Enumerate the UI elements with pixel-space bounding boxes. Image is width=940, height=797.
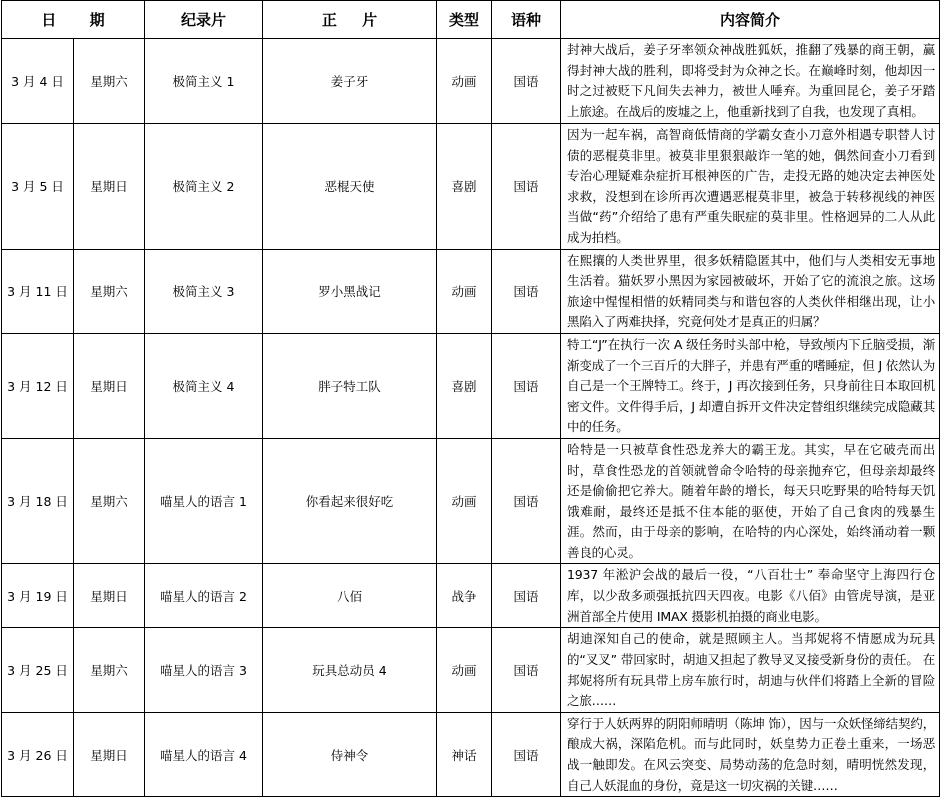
weekday-cell: 星期日 [74, 564, 145, 628]
table-row [2, 333, 940, 438]
table-row [2, 438, 940, 564]
type-cell: 喜剧 [437, 333, 492, 438]
feature-cell: 玩具总动员 4 [263, 628, 437, 712]
date-cell: 3 月 4 日 [2, 39, 74, 124]
date-cell: 3 月 25 日 [2, 628, 74, 712]
weekday-cell: 星期六 [74, 249, 145, 333]
documentary-cell: 极简主义 3 [145, 249, 263, 333]
weekday-cell: 星期六 [74, 438, 145, 564]
documentary-cell: 极简主义 2 [145, 124, 263, 250]
header-row [2, 1, 940, 39]
date-cell: 3 月 5 日 [2, 124, 74, 250]
type-cell: 动画 [437, 39, 492, 124]
weekday-cell: 星期日 [74, 124, 145, 250]
documentary-cell: 喵星人的语言 2 [145, 564, 263, 628]
table-row [2, 39, 940, 124]
weekday-cell: 星期六 [74, 628, 145, 712]
summary-cell: 胡迪深知自己的使命，就是照顾主人。当邦妮将不情愿成为玩具的“叉叉” 带回家时，胡迪又担起了教导叉叉接受新身份的责任。 在邦妮将所有玩具带上房车旅行时，胡迪与伙伴们将踏上全新的冒险之旅…… [561, 628, 940, 712]
header-documentary: 纪录片 [145, 1, 263, 39]
language-cell: 国语 [492, 564, 561, 628]
language-cell: 国语 [492, 438, 561, 564]
documentary-cell: 极简主义 1 [145, 39, 263, 124]
documentary-cell: 喵星人的语言 4 [145, 712, 263, 796]
date-cell: 3 月 26 日 [2, 712, 74, 796]
feature-cell: 胖子特工队 [263, 333, 437, 438]
documentary-cell: 极简主义 4 [145, 333, 263, 438]
summary-cell: 穿行于人妖两界的阴阳师晴明（陈坤 饰），因与一众妖怪缔结契约，酿成大祸，深陷危机。而与此同时，妖皇势力正卷土重来，一场恶战一触即发。在风云突变、局势动荡的危急时刻，晴明恍然发现，自己人妖混血的身份，竟是这一切灾祸的关键…… [561, 712, 940, 796]
header-language: 语种 [492, 1, 561, 39]
language-cell: 国语 [492, 712, 561, 796]
header-feature: 正 片 [263, 1, 437, 39]
date-cell: 3 月 11 日 [2, 249, 74, 333]
documentary-cell: 喵星人的语言 3 [145, 628, 263, 712]
type-cell: 喜剧 [437, 124, 492, 250]
table-row [2, 124, 940, 250]
date-cell: 3 月 18 日 [2, 438, 74, 564]
language-cell: 国语 [492, 249, 561, 333]
feature-cell: 罗小黑战记 [263, 249, 437, 333]
feature-cell: 八佰 [263, 564, 437, 628]
language-cell: 国语 [492, 39, 561, 124]
feature-cell: 侍神令 [263, 712, 437, 796]
table-row [2, 564, 940, 628]
schedule-table [1, 0, 940, 797]
date-cell: 3 月 12 日 [2, 333, 74, 438]
language-cell: 国语 [492, 333, 561, 438]
type-cell: 神话 [437, 712, 492, 796]
summary-cell: 封神大战后，姜子牙率领众神战胜狐妖，推翻了残暴的商王朝，赢得封神大战的胜利，即将受封为众神之长。在巅峰时刻，他却因一时之过被贬下凡间失去神力，被世人唾弃。为重回昆仑，姜子牙踏上旅途。在战后的废墟之上，他重新找到了自我，也发现了真相。 [561, 39, 940, 124]
table-row [2, 712, 940, 796]
type-cell: 动画 [437, 249, 492, 333]
summary-cell: 哈特是一只被草食性恐龙养大的霸王龙。其实，早在它破壳而出时，草食性恐龙的首领就曾命令哈特的母亲抛弃它，但母亲却最终还是偷偷把它养大。随着年龄的增长，每天只吃野果的哈特每天饥饿难耐，最终还是抵不住本能的驱使，开始了自己食肉的残暴生涯。然而，由于母亲的影响，在哈特的内心深处，始终涌动着一颗善良的心灵。 [561, 438, 940, 564]
summary-cell: 特工“J”在执行一次 A 级任务时头部中枪，导致颅内下丘脑受损，渐渐变成了一个三百斤的大胖子，并患有严重的嗜睡症，但 J 依然认为自己是一个王牌特工。终于，J 再次接到任务，只身前往日本取回机密文件。文件得手后，J 却遭自拆开文件决定替组织继续完成隐藏其中的任务。 [561, 333, 940, 438]
documentary-cell: 喵星人的语言 1 [145, 438, 263, 564]
table-row [2, 628, 940, 712]
summary-cell: 因为一起车祸，高智商低情商的学霸女查小刀意外相遇专职替人讨债的恶棍莫非里。被莫非里狠狠敲诈一笔的她，偶然间查小刀看到专治心理疑难杂症折耳根神医的广告，走投无路的她决定去神医处求救，没想到在诊所再次遭遇恶棍莫非里，被急于转移视线的神医当做“药”介绍给了患有严重失眠症的莫非里。性格迥异的二人从此成为拍档。 [561, 124, 940, 250]
date-cell: 3 月 19 日 [2, 564, 74, 628]
language-cell: 国语 [492, 628, 561, 712]
feature-cell: 你看起来很好吃 [263, 438, 437, 564]
weekday-cell: 星期日 [74, 712, 145, 796]
header-type: 类型 [437, 1, 492, 39]
summary-cell: 1937 年淞沪会战的最后一役，“八百壮士” 奉命坚守上海四行仓库，以少敌多顽强抵抗四天四夜。电影《八佰》由管虎导演，是亚洲首部全片使用 IMAX 摄影机拍摄的商业电影。 [561, 564, 940, 628]
feature-cell: 姜子牙 [263, 39, 437, 124]
language-cell: 国语 [492, 124, 561, 250]
weekday-cell: 星期日 [74, 333, 145, 438]
weekday-cell: 星期六 [74, 39, 145, 124]
header-summary: 内容简介 [561, 1, 940, 39]
header-date: 日 期 [2, 1, 145, 39]
table-row [2, 249, 940, 333]
summary-cell: 在熙攘的人类世界里，很多妖精隐匿其中，他们与人类相安无事地生活着。猫妖罗小黑因为家园被破坏，开始了它的流浪之旅。这场旅途中惺惺相惜的妖精同类与和谐包容的人类伙伴相继出现，让小黑陷入了两难抉择，究竟何处才是真正的归属？ [561, 249, 940, 333]
type-cell: 战争 [437, 564, 492, 628]
type-cell: 动画 [437, 438, 492, 564]
type-cell: 动画 [437, 628, 492, 712]
feature-cell: 恶棍天使 [263, 124, 437, 250]
